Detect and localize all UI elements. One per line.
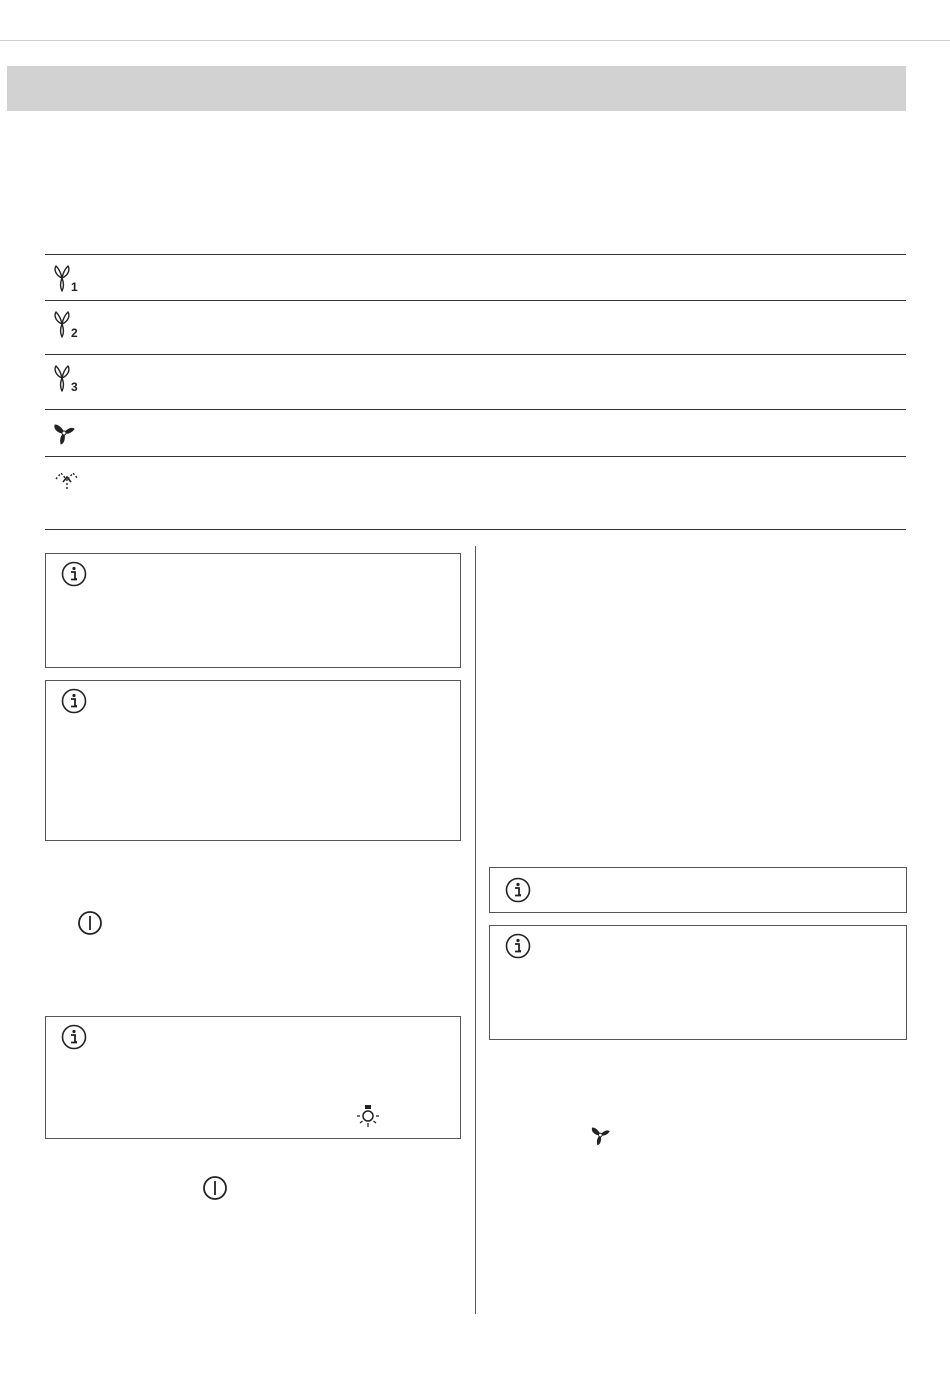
info-note [45, 680, 461, 841]
fan-intensive-icon [588, 1121, 618, 1149]
svg-text:3: 3 [71, 380, 78, 393]
info-note [489, 925, 907, 1040]
svg-text:2: 2 [71, 326, 78, 339]
info-note [45, 553, 461, 668]
column-divider [475, 546, 476, 1314]
power-icon [76, 909, 104, 937]
fan-intensive-icon [50, 418, 84, 448]
table-row [45, 456, 906, 530]
table-row [45, 354, 906, 409]
fan-speed-2-icon [50, 309, 84, 339]
info-icon [60, 687, 88, 715]
fan-speed-1-icon [50, 263, 84, 293]
table-row [45, 254, 906, 300]
breeze-arrows-icon [50, 465, 84, 495]
table-row [45, 409, 906, 456]
info-icon [60, 1023, 88, 1051]
info-icon [60, 560, 88, 588]
info-icon [504, 876, 532, 904]
power-icon [201, 1174, 229, 1202]
info-icon [504, 932, 532, 960]
info-note [45, 1016, 461, 1139]
section-header-bar [7, 66, 906, 111]
fan-speed-3-icon [50, 363, 84, 393]
top-rule [0, 40, 950, 41]
light-icon [354, 1103, 382, 1131]
svg-text:1: 1 [71, 280, 78, 293]
table-row [45, 300, 906, 354]
info-note [489, 867, 907, 913]
symbol-table [45, 254, 906, 530]
